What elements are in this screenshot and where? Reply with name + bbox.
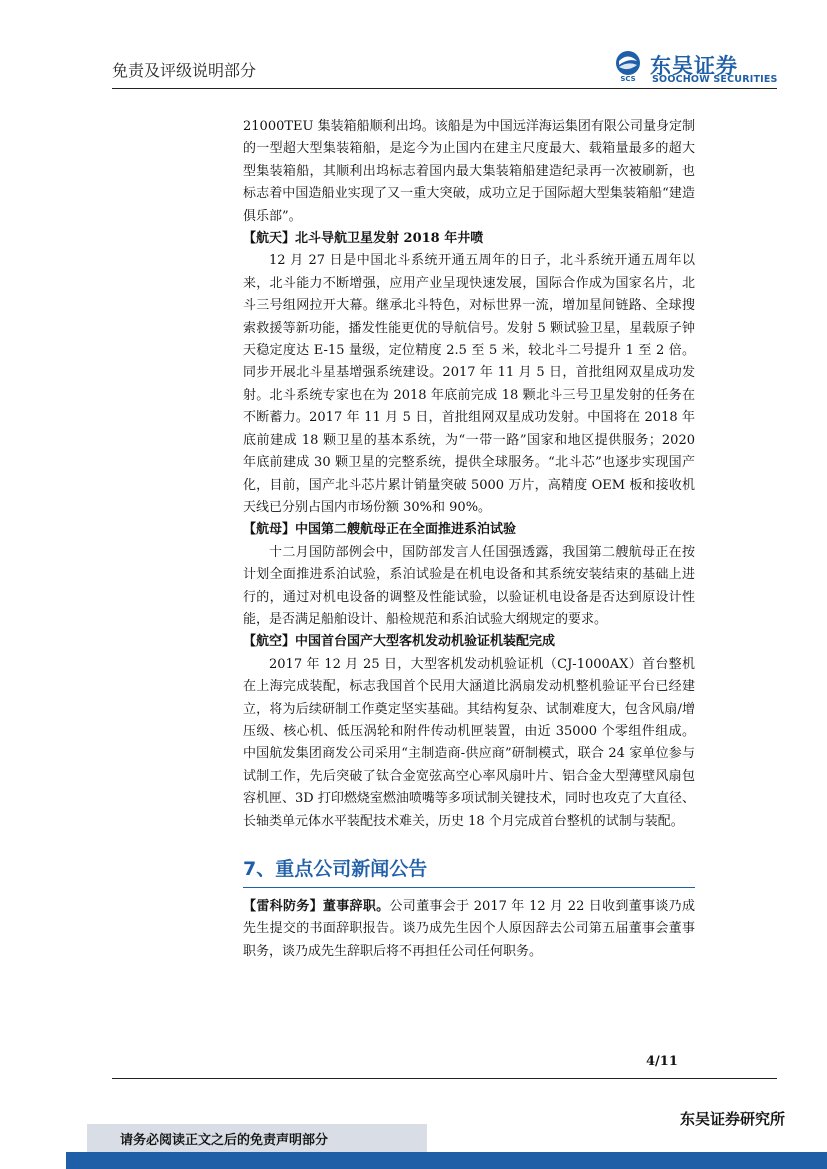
- footer-disclaimer-text: 请务必阅读正文之后的免责声明部分: [120, 1133, 329, 1148]
- paragraph-space: 12 月 27 日是中国北斗系统开通五周年的日子，北斗系统开通五周年以来，北斗能力不断增强，应用产业呈现快速发展，国际合作成为国家名片，北斗三号组网拉开大幕。继承北斗特色，对标世界一流，增加星间链路、全球搜索救援等新功能，播发性能更优的导航信号。发射 5 颗试验卫星，星载原子钟天稳定度达 E-15 量级，定位精度 2.5 至 5 米，较北斗二号提升 1 至 2 倍。同步开展北斗星基增强系统建设。2017 年 11 月 5 日，首批组网双星成功发射。北斗系统专家也在为 2018 年底前完成 18 颗北斗三号卫星发射的任务在不断蓄力。2017 年 11 月 5 日，首批组网双星成功发射。中国将在 2018 年底前建成 18 颗卫星的基本系统，为“一带一路”国家和地区提供服务；2020 年底前建成 30 颗卫星的完整系统，提供全球服务。“北斗芯”也逐步实现国产化，目前，国产北斗芯片累计销量突破 5000 万片，高精度 OEM 板和接收机天线已分别占国内市场份额 30%和 90%。: [243, 253, 695, 515]
- logo-mark-text: SCS: [620, 75, 636, 82]
- paragraph-shipbuilding: 21000TEU 集装箱船顺利出坞。该船是为中国远洋海运集团有限公司量身定制的一型超大型集装箱船，是迄今为止国内在建主尺度最大、载箱量最多的超大型集装箱船，其顺利出坞标志着国内最大集装箱船建造纪录再一次被刷新，也标志着中国造船业实现了又一重大突破，成功立足于国际超大型集装箱船“建造俱乐部”。: [243, 119, 695, 224]
- company-news-head: 【雷科防务】董事辞职。: [243, 899, 390, 914]
- paragraph-company-news: [243, 896, 695, 963]
- paragraph-aviation: 2017 年 12 月 25 日，大型客机发动机验证机（CJ-1000AX）首台整机在上海完成装配，标志我国首个民用大涵道比涡扇发动机整机验证平台已经建立，将为后续研制工作奠定坚实基础。其结构复杂、试制难度大，包含风扇/增压级、核心机、低压涡轮和附件传动机匣装置，由近 35000 个零组件组成。中国航发集团商发公司采用“主制造商-供应商”研制模式，联合 24 家单位参与试制工作，先后突破了钛合金宽弦高空心率风扇叶片、铝合金大型薄壁风扇包容机匣、3D 打印燃烧室燃油喷嘴等多项试制关键技术，同时也攻克了大直径、长轴类单元体水平装配技术难关，历史 18 个月完成首台整机的试制与装配。: [243, 656, 695, 829]
- subheading-aviation: 【航空】中国首台国产大型客机发动机验证机装配完成: [243, 634, 556, 650]
- page-number: 4/11: [646, 1054, 678, 1069]
- subheading-space: 【航天】北斗导航卫星发射 2018 年井喷: [243, 231, 484, 247]
- company-news-body: 公司董事会于 2017 年 12 月 22 日收到董事谈乃成先生提交的书面辞职报告。谈乃成先生因个人原因辞去公司第五届董事会董事职务，谈乃成先生辞职后将不再担任公司任何职务。: [243, 899, 695, 959]
- main-content: [243, 116, 695, 963]
- header-divider: [112, 88, 777, 89]
- subheading-carrier: 【航母】中国第二艘航母正在全面推进系泊试验: [243, 522, 517, 538]
- logo-chinese-name: 东吴证券: [650, 54, 738, 78]
- soochow-logo-icon: [612, 50, 644, 82]
- footer-divider: [112, 1078, 777, 1079]
- header-section-title: 免责及评级说明部分: [112, 61, 257, 80]
- company-logo: [612, 50, 777, 86]
- logo-english-name: SOOCHOW SECURITIES: [652, 74, 778, 85]
- section-heading-7: 7、重点公司新闻公告: [243, 858, 428, 880]
- footer-institute: 东吴证券研究所: [680, 1110, 786, 1128]
- paragraph-carrier: 十二月国防部例会中，国防部发言人任国强透露，我国第二艘航母正在按计划全面推进系泊试验，系泊试验是在机电设备和其系统安装结束的基础上进行的，通过对机电设备的调整及性能试验，以验证机电设备是否达到原设计性能，是否满足船舶设计、船检规范和系泊试验大纲规定的要求。: [243, 544, 695, 627]
- section-divider: [243, 887, 695, 888]
- footer-color-band: [66, 1152, 827, 1169]
